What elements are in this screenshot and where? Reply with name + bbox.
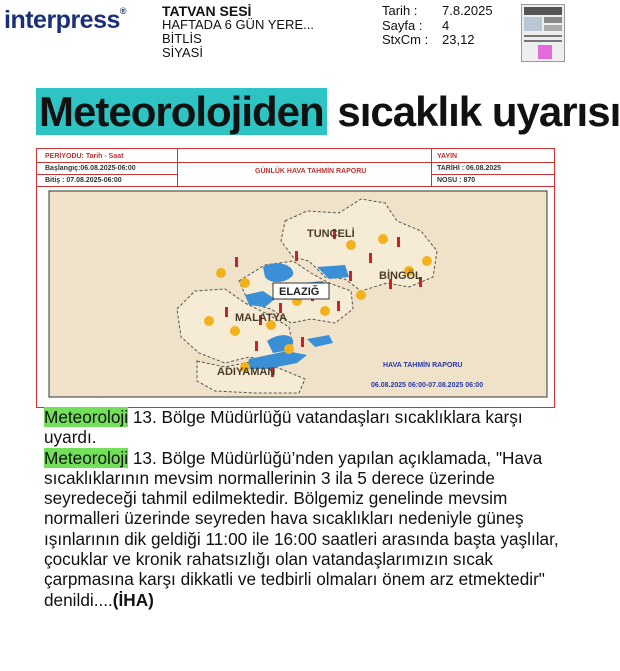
- meta-stxcm: StxCm : 23,12: [382, 32, 475, 47]
- article-paragraph-1: Meteoroloji 13. Bölge Müdürlüğü vatandaşları sıcaklıklara karşı uyardı.: [44, 407, 523, 448]
- publication-info: [162, 4, 314, 60]
- city-label-bingol: BİNGÖL: [379, 270, 422, 282]
- publication-frequency: HAFTADA 6 GÜN YERE...: [162, 17, 314, 32]
- publication-city: BİTLİS: [162, 31, 202, 46]
- publication-section: SİYASİ: [162, 45, 203, 60]
- article-paragraph-2: Meteoroloji 13. Bölge Müdürlüğü’nden yapılan açıklamada, "Hava sıcaklıklarının mevsim normallerinin 3 ila 5 derece üzerinde seyredeceği tahmil edilmektedir. Bölgemiz genelinde mevsim normalleri üzerinde seyreden hava sıcaklıkları nedeniyle güneş ışınlarının dik geldiği 11:00 ile 16:00 saatleri arasında başta yaşlılar, çocuklar ve kronik rahatsızlığı olan vatandaşlarımızın sıcak çarpmasına karşı dikkatli ve tedbirli olmaları önem arz etmektedir" denildi....(İHA): [44, 447, 559, 610]
- page-thumbnail[interactable]: [521, 4, 565, 62]
- report-number: NOSU : 870: [437, 177, 476, 184]
- publish-date: TARİHİ : 06.08.2025: [437, 165, 502, 172]
- period-end: Bitiş : 07.08.2025-06:00: [45, 177, 122, 184]
- forecast-map: [36, 148, 555, 408]
- period-label: PERİYODU: Tarih - Saat: [45, 153, 124, 160]
- headline-rest: sıcaklık uyarısı: [326, 88, 620, 135]
- footer-title: HAVA TAHMİN RAPORU: [383, 362, 463, 369]
- publish-label: YAYIN: [437, 153, 458, 160]
- region-map: [49, 191, 547, 397]
- meta-page: Sayfa : 4: [382, 17, 450, 33]
- city-label-tunceli: TUNCELİ: [307, 228, 355, 240]
- city-label-malatya: MALATYA: [235, 312, 287, 324]
- publication-name: TATVAN SESİ: [162, 3, 252, 19]
- source-tag: (İHA): [112, 589, 154, 610]
- clipping-meta: [382, 4, 493, 48]
- article-body: [44, 407, 560, 610]
- keyword-highlight: Meteoroloji: [44, 407, 129, 427]
- keyword-highlight: Meteoroloji: [44, 447, 129, 468]
- meta-date: Tarih : 7.8.2025: [382, 3, 493, 18]
- interpress-logo: interpress®: [4, 6, 127, 34]
- city-label-adiyaman: ADIYAMAN: [217, 366, 276, 378]
- headline: [36, 88, 620, 136]
- headline-highlight: Meteorolojiden: [36, 88, 327, 135]
- footer-range: 06.08.2025 06:00-07.08.2025 06:00: [371, 382, 484, 389]
- forecast-header: [37, 149, 554, 187]
- city-label-elazig: ELAZIĞ: [279, 286, 320, 298]
- period-start: Başlangıç:06.08.2025-06:00: [45, 165, 136, 172]
- report-title: GÜNLÜK HAVA TAHMİN RAPORU: [255, 168, 367, 175]
